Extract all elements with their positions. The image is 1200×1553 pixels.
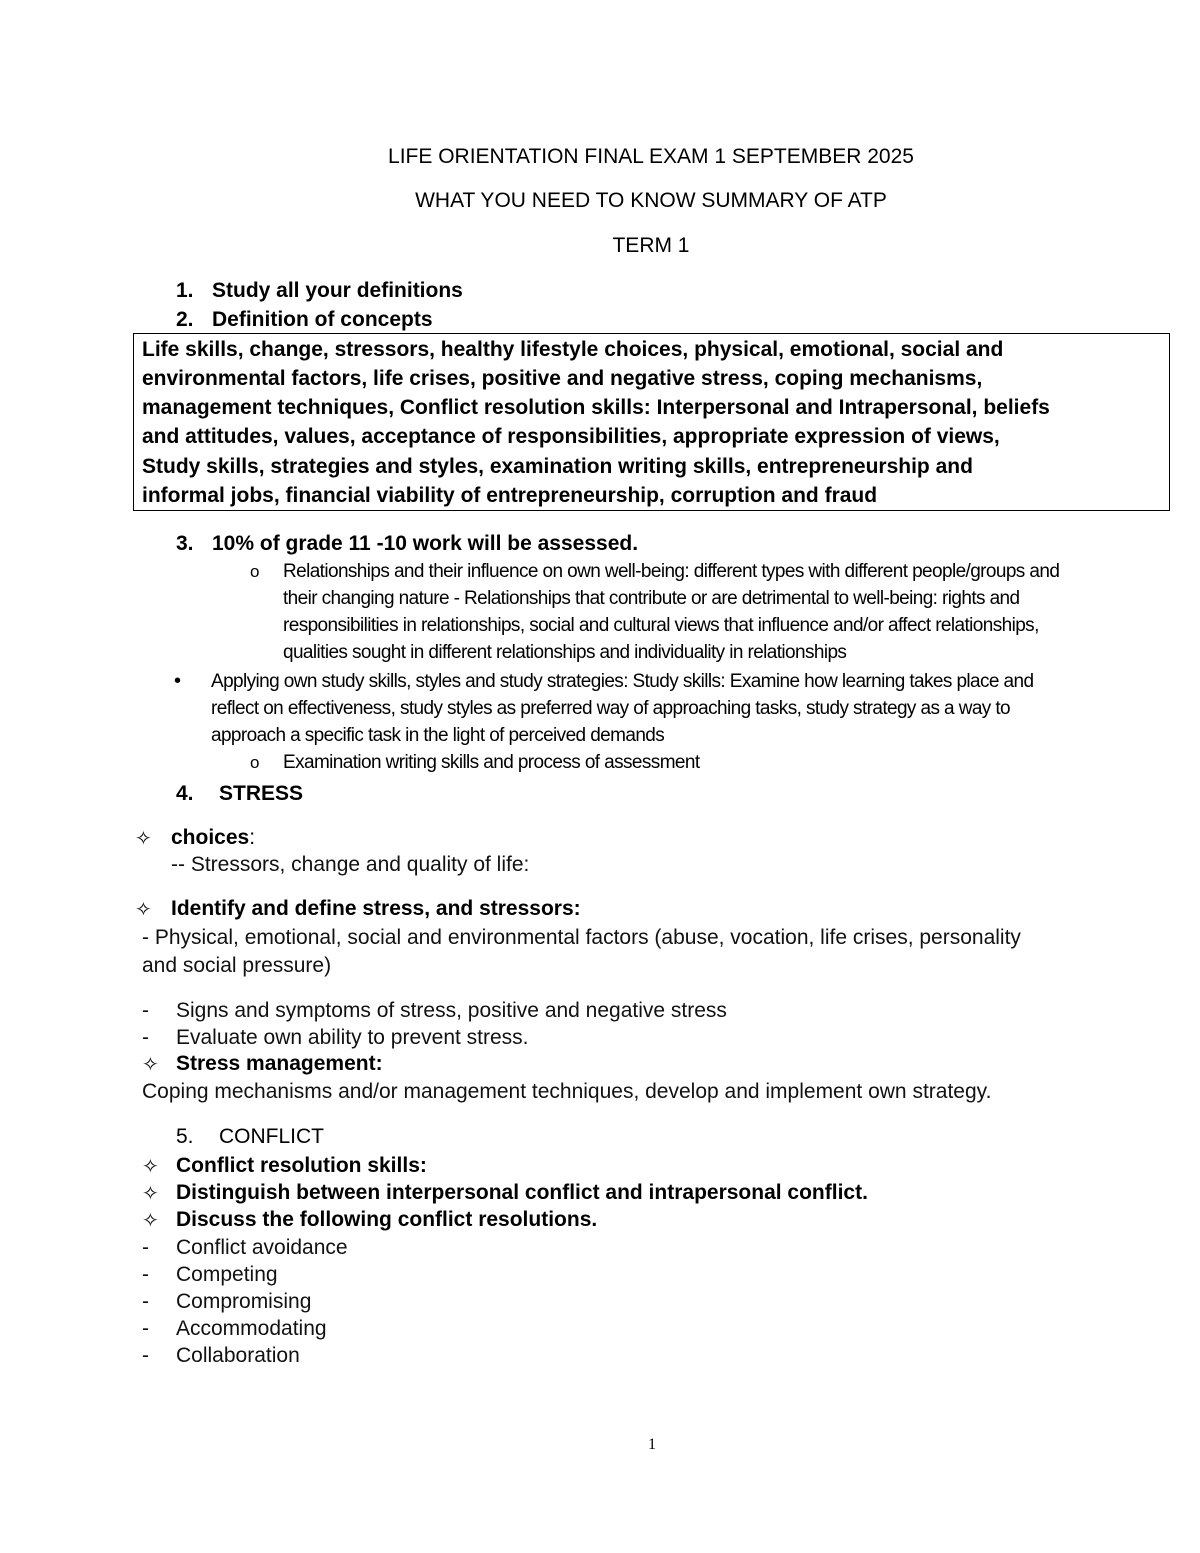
conflict-heading: Distinguish between interpersonal conflict and intrapersonal conflict. <box>176 1181 868 1204</box>
concepts-line: Study skills, strategies and styles, examination writing skills, entrepreneurship and <box>142 455 973 478</box>
list-number: 1. <box>176 279 194 302</box>
concepts-line: management techniques, Conflict resolution skills: Interpersonal and Intrapersonal, beliefs <box>142 396 1050 419</box>
list-item-2 <box>176 308 433 332</box>
list-text: Study all your definitions <box>212 279 463 302</box>
document-subtitle: WHAT YOU NEED TO KNOW SUMMARY OF ATP <box>415 189 887 212</box>
star-bullet-icon: ✧ <box>142 1210 159 1232</box>
concepts-line: informal jobs, financial viability of entrepreneurship, corruption and fraud <box>142 484 878 507</box>
stress-management-heading: Stress management: <box>176 1052 383 1075</box>
list-text: 10% of grade 11 -10 work will be assessed. <box>212 532 639 555</box>
choices-subline: -- Stressors, change and quality of life: <box>171 853 530 876</box>
term-heading: TERM 1 <box>612 234 690 257</box>
dot-bullet: • <box>174 670 182 692</box>
factors-line: and social pressure) <box>142 954 332 977</box>
dash-item: - Signs and symptoms of stress, positive and negative stress <box>142 999 727 1022</box>
list-item-5 <box>176 1125 324 1149</box>
list-number: 4. <box>176 782 194 805</box>
star-bullet-icon: ✧ <box>142 1156 159 1178</box>
conflict-list-item: - Accommodating <box>142 1317 327 1340</box>
identify-heading: Identify and define stress, and stressors: <box>171 897 581 920</box>
star-bullet-icon: ✧ <box>142 1183 159 1205</box>
list-text: CONFLICT <box>219 1125 324 1148</box>
list-item-1 <box>176 279 463 303</box>
relationships-line: responsibilities in relationships, social and cultural views that influence and/or affect relationships, <box>283 615 1039 636</box>
circle-bullet: o <box>250 753 260 772</box>
circle-bullet: o <box>250 562 260 581</box>
study-skills-line: reflect on effectiveness, study styles as preferred way of approaching tasks, study strategy as a way to <box>211 698 1011 719</box>
conflict-list-item: - Competing <box>142 1263 278 1286</box>
list-item-4 <box>176 782 303 806</box>
relationships-line: their changing nature - Relationships that contribute or are detrimental to well-being: rights and <box>283 588 1020 609</box>
relationships-line: Relationships and their influence on own well-being: different types with different people/groups and <box>283 561 1060 582</box>
conflict-list-item: - Compromising <box>142 1290 312 1313</box>
conflict-list-item: - Collaboration <box>142 1344 300 1367</box>
choices-heading: choices: <box>171 826 256 849</box>
exam-writing-line: Examination writing skills and process of assessment <box>283 752 700 773</box>
conflict-heading: Conflict resolution skills: <box>176 1154 427 1177</box>
relationships-line: qualities sought in different relationships and individuality in relationships <box>283 642 847 663</box>
concepts-line: and attitudes, values, acceptance of responsibilities, appropriate expression of views, <box>142 425 1000 448</box>
page-number: 1 <box>648 1436 656 1453</box>
star-bullet-icon: ✧ <box>135 828 152 850</box>
list-item-3 <box>176 532 638 556</box>
concepts-line: environmental factors, life crises, positive and negative stress, coping mechanisms, <box>142 367 983 390</box>
star-bullet-icon: ✧ <box>135 899 152 921</box>
list-text: Definition of concepts <box>212 308 433 331</box>
factors-line: - Physical, emotional, social and environmental factors (abuse, vocation, life crises, personality <box>142 926 1021 949</box>
list-number: 3. <box>176 532 194 555</box>
list-number: 5. <box>176 1125 194 1148</box>
list-text: STRESS <box>219 782 304 805</box>
star-bullet-icon: ✧ <box>142 1054 159 1076</box>
stress-management-text: Coping mechanisms and/or management techniques, develop and implement own strategy. <box>142 1080 992 1103</box>
conflict-list-item: - Conflict avoidance <box>142 1236 348 1259</box>
list-number: 2. <box>176 308 194 331</box>
concepts-line: Life skills, change, stressors, healthy lifestyle choices, physical, emotional, social and <box>142 338 1004 361</box>
conflict-heading: Discuss the following conflict resolutions. <box>176 1208 598 1231</box>
study-skills-line: Applying own study skills, styles and study strategies: Study skills: Examine how learning takes place and <box>211 671 1034 692</box>
document-title: LIFE ORIENTATION FINAL EXAM 1 SEPTEMBER 2025 <box>388 145 914 168</box>
study-skills-line: approach a specific task in the light of perceived demands <box>211 725 665 746</box>
dash-item: - Evaluate own ability to prevent stress. <box>142 1026 529 1049</box>
